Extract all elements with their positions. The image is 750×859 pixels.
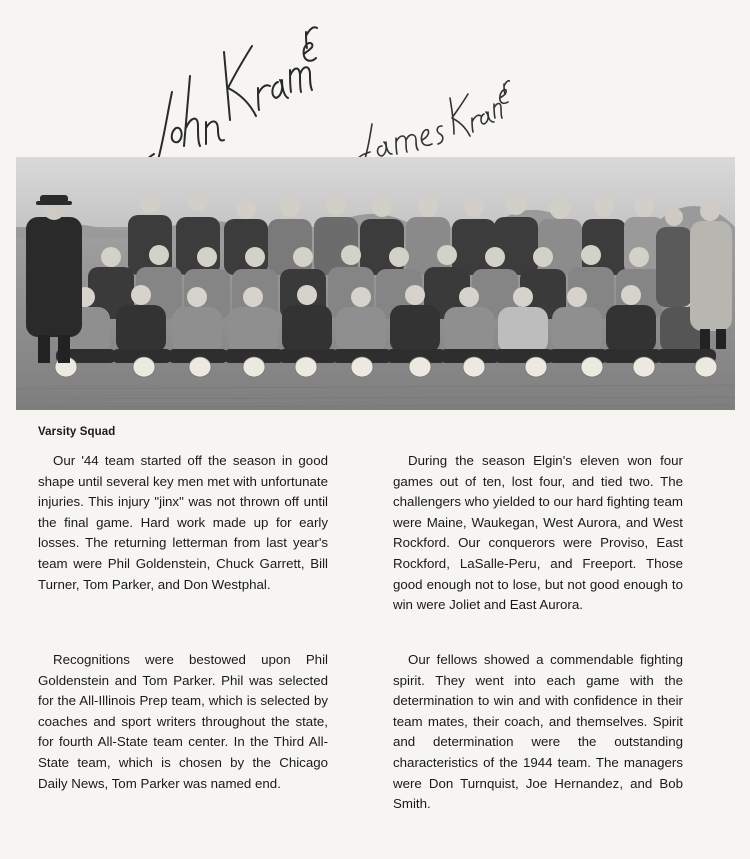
left-column [38, 451, 328, 791]
right-paragraph-1: During the season Elgin's eleven won four games out of ten, lost four, and tied two. The challengers who yielded to our hard fighting team were Maine, Waukegan, West Aurora, and West Rockford. Our conquerors were Proviso, East Rockford, LaSalle-Peru, and Freeport. Those good enough not to lose, but not good enough to win were Joliet and East Aurora. [393, 453, 683, 613]
right-paragraph-2: Our fellows showed a commendable fighting spirit. They went into each game with the determination to win and with confidence in their team mates, their coach, and themselves. Spirit and determination were the outstanding characteristics of the 1944 team. The managers were Don Turnquist, Joe Hernandez, and Bob Smith. [393, 652, 683, 812]
team-photo-illustration [16, 157, 735, 410]
photo-caption: Varsity Squad [38, 426, 116, 438]
team-photo [16, 157, 735, 410]
left-paragraph-1: Our '44 team started off the season in good shape until several key men met with unfortunate injuries. This injury "jinx" was not thrown off until the final game. Hard work made up for early losses. The returning letterman from last year's team were Phil Goldenstein, Chuck Garrett, Bill Turner, Tom Parker, and Don Westphal. [38, 453, 328, 592]
right-column [393, 451, 683, 812]
left-paragraph-2: Recognitions were bestowed upon Phil Goldenstein and Tom Parker. Phil was selected for the All-Illinois Prep team, which is selected by coaches and sport writers throughout the state, for fourth All-State team center. In the Third All-State team, which is chosen by the Chicago Daily News, Tom Parker was named end. [38, 652, 328, 791]
